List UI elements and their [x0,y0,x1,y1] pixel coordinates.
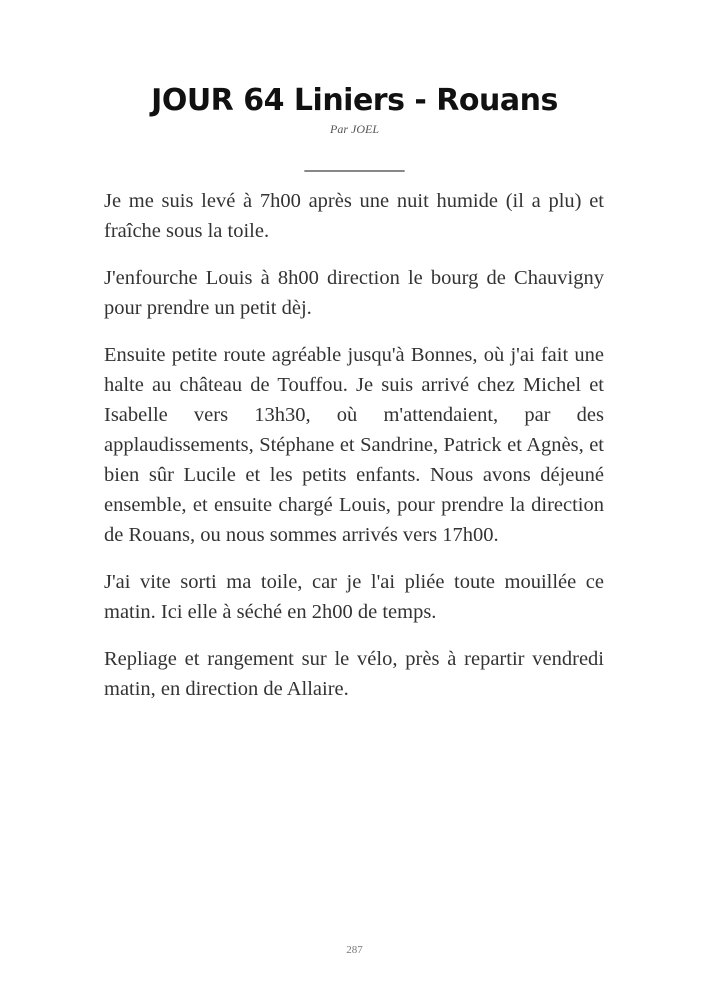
paragraph-2: J'enfourche Louis à 8h00 direction le bourg de Chauvigny pour prendre un petit dèj. [104,267,604,319]
author-byline: Par JOEL [330,122,379,136]
paragraph-4: J'ai vite sorti ma toile, car je l'ai pliée toute mouillée ce matin. Ici elle à séché en 2h00 de temps. [104,571,604,623]
paragraph-3: Ensuite petite route agréable jusqu'à Bonnes, où j'ai fait une halte au château de Touffou. Je suis arrivé chez Michel et Isabelle vers 13h30, où m'attendaient, par des applaudissements, Stéphane et Sandrine, Patrick et Agnès, et bien sûr Lucile et les petits enfants. Nous avons déjeuné ensemble, et ensuite chargé Louis, pour prendre la direction de Rouans, ou nous sommes arrivés vers 17h00. [104,344,604,546]
page-title: JOUR 64 Liniers - Rouans [151,83,558,118]
page-number: 287 [346,944,363,956]
body-text [104,186,604,721]
paragraph-5: Repliage et rangement sur le vélo, près à repartir vendredi matin, en direction de Allaire. [104,648,604,700]
title-separator: __________ [304,152,405,174]
paragraph-1: Je me suis levé à 7h00 après une nuit humide (il a plu) et fraîche sous la toile. [104,190,604,242]
